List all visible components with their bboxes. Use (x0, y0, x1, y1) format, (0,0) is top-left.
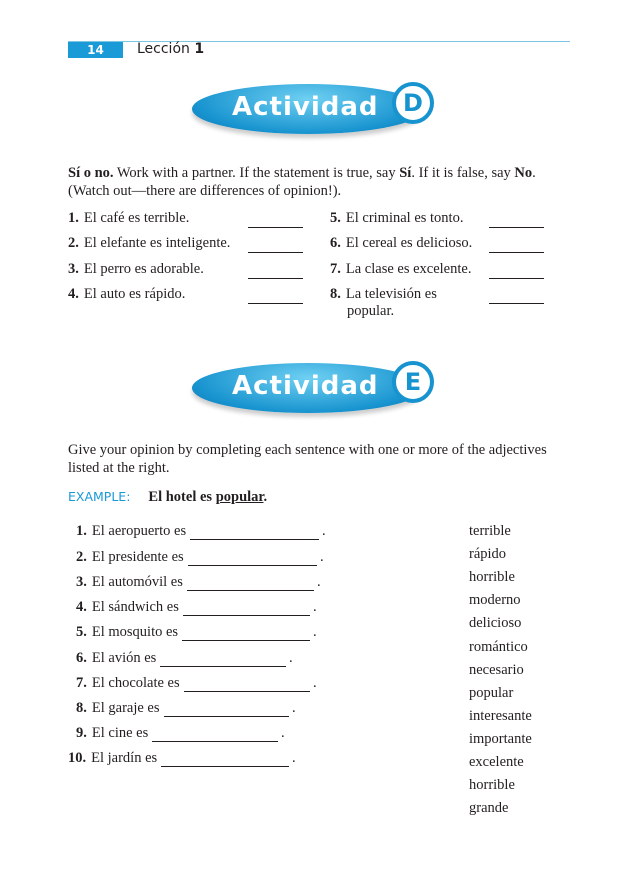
item-text: La televisión es (345, 286, 437, 302)
adjective-item: horrible (469, 569, 515, 586)
instr-2: . If it is false, say (411, 165, 515, 181)
answer-blank[interactable] (248, 278, 303, 279)
list-item (68, 235, 230, 252)
list-item (76, 599, 179, 616)
activity-d-instructions (68, 164, 568, 200)
instr-si: Sí (399, 165, 412, 181)
item-number: 4. (68, 286, 79, 302)
instr-bold: Sí o no. (68, 165, 114, 181)
answer-blank[interactable] (184, 691, 310, 692)
item-text: El chocolate es (91, 675, 180, 691)
item-number: 1. (68, 210, 79, 226)
answer-blank[interactable] (248, 227, 303, 228)
instr-no: No (514, 165, 533, 181)
instr-3: . (532, 165, 536, 181)
list-item (76, 523, 186, 540)
adjective-item: grande (469, 800, 509, 817)
lesson-title (137, 41, 204, 57)
answer-blank[interactable] (248, 252, 303, 253)
item-text: El café es terrible. (83, 210, 190, 226)
instr-1: Work with a partner. If the statement is true, say (113, 165, 400, 181)
answer-blank[interactable] (152, 741, 278, 742)
lesson-label: Lección (137, 41, 190, 57)
activity-e-title: Actividad (232, 371, 379, 401)
item-number: 6. (76, 650, 87, 666)
answer-blank[interactable] (164, 716, 289, 717)
answer-blank[interactable] (188, 565, 317, 566)
list-item (68, 286, 185, 303)
item-number: 2. (68, 235, 79, 251)
item-number: 7. (76, 675, 87, 691)
adjective-item: popular (469, 684, 514, 701)
answer-blank[interactable] (187, 590, 314, 591)
adjective-item: interesante (469, 707, 532, 724)
answer-blank[interactable] (190, 539, 319, 540)
lesson-number: 1 (194, 41, 205, 57)
period: . (320, 549, 324, 565)
list-item (76, 725, 148, 742)
item-number: 1. (76, 523, 87, 539)
adjective-item: horrible (469, 777, 515, 794)
item-text: El garaje es (91, 700, 160, 716)
period: . (317, 574, 321, 590)
answer-blank[interactable] (489, 303, 544, 304)
period: . (292, 750, 296, 766)
activity-d-banner (192, 80, 442, 136)
period: . (292, 700, 296, 716)
activity-e-letter-icon: E (392, 361, 434, 403)
item-text: El automóvil es (91, 574, 183, 590)
list-item (76, 700, 160, 717)
item-number: 3. (76, 574, 87, 590)
list-item (76, 650, 156, 667)
list-item (76, 549, 184, 566)
adjective-item: rápido (469, 546, 507, 563)
example-end: . (263, 489, 268, 505)
activity-e-banner (192, 359, 442, 415)
adjective-item: excelente (469, 754, 524, 770)
activity-d-title: Actividad (232, 92, 379, 122)
item-number: 3. (68, 261, 79, 277)
answer-blank[interactable] (489, 227, 544, 228)
answer-blank[interactable] (183, 615, 310, 616)
item-number: 8. (76, 700, 87, 716)
list-item (330, 261, 471, 278)
item-number: 6. (330, 235, 341, 251)
example-text: El hotel es (148, 489, 216, 505)
activity-d-letter-icon: D (392, 82, 434, 124)
item-number: 8. (330, 286, 341, 302)
adjective-item: terrible (469, 523, 511, 539)
item-text: El cine es (91, 725, 149, 741)
adjective-item: romántico (469, 638, 528, 655)
list-item (68, 261, 204, 278)
item-text-continued: popular. (347, 303, 395, 319)
item-text: El avión es (91, 650, 157, 666)
list-item (76, 675, 180, 692)
answer-blank[interactable] (161, 766, 289, 767)
period: . (313, 675, 317, 691)
period: . (313, 624, 317, 640)
period: . (313, 599, 317, 615)
example-answer: popular (215, 489, 264, 505)
item-number: 2. (76, 549, 87, 565)
item-number: 4. (76, 599, 87, 615)
answer-blank[interactable] (489, 252, 544, 253)
item-number: 7. (330, 261, 341, 277)
period: . (289, 650, 293, 666)
list-item (76, 574, 183, 591)
item-number: 5. (76, 624, 87, 640)
example (68, 488, 267, 506)
list-item (68, 210, 189, 227)
item-text: El presidente es (91, 549, 184, 565)
period: . (281, 725, 285, 741)
item-text: El aeropuerto es (91, 523, 187, 539)
list-item (330, 286, 437, 320)
activity-e-instructions: Give your opinion by completing each sentence with one or more of the adjectives listed at the right. (68, 442, 547, 476)
list-item (330, 235, 472, 252)
page-number: 14 (68, 42, 123, 58)
item-text: El mosquito es (91, 624, 179, 640)
item-text: El sándwich es (91, 599, 179, 615)
item-text: El jardín es (91, 750, 158, 766)
adjective-item: importante (469, 730, 532, 747)
adjective-item: delicioso (469, 615, 522, 632)
list-item (76, 624, 178, 641)
item-text: El elefante es inteligente. (83, 235, 231, 251)
item-number: 9. (76, 725, 87, 741)
answer-blank[interactable] (160, 666, 286, 667)
list-item (68, 750, 157, 767)
item-text: El perro es adorable. (83, 261, 204, 277)
answer-blank[interactable] (182, 640, 310, 641)
example-label: EXAMPLE: (68, 489, 131, 504)
item-text: El criminal es tonto. (345, 210, 464, 226)
period: . (322, 523, 326, 539)
item-number: 10. (68, 750, 87, 766)
list-item (330, 210, 463, 227)
answer-blank[interactable] (248, 303, 303, 304)
item-text: El cereal es delicioso. (345, 235, 473, 251)
item-number: 5. (330, 210, 341, 226)
item-text: La clase es excelente. (345, 261, 472, 277)
instr-line2: (Watch out—there are differences of opinion!). (68, 183, 342, 199)
adjective-item: moderno (469, 592, 521, 609)
adjective-item: necesario (469, 661, 524, 678)
item-text: El auto es rápido. (83, 286, 186, 302)
answer-blank[interactable] (489, 278, 544, 279)
